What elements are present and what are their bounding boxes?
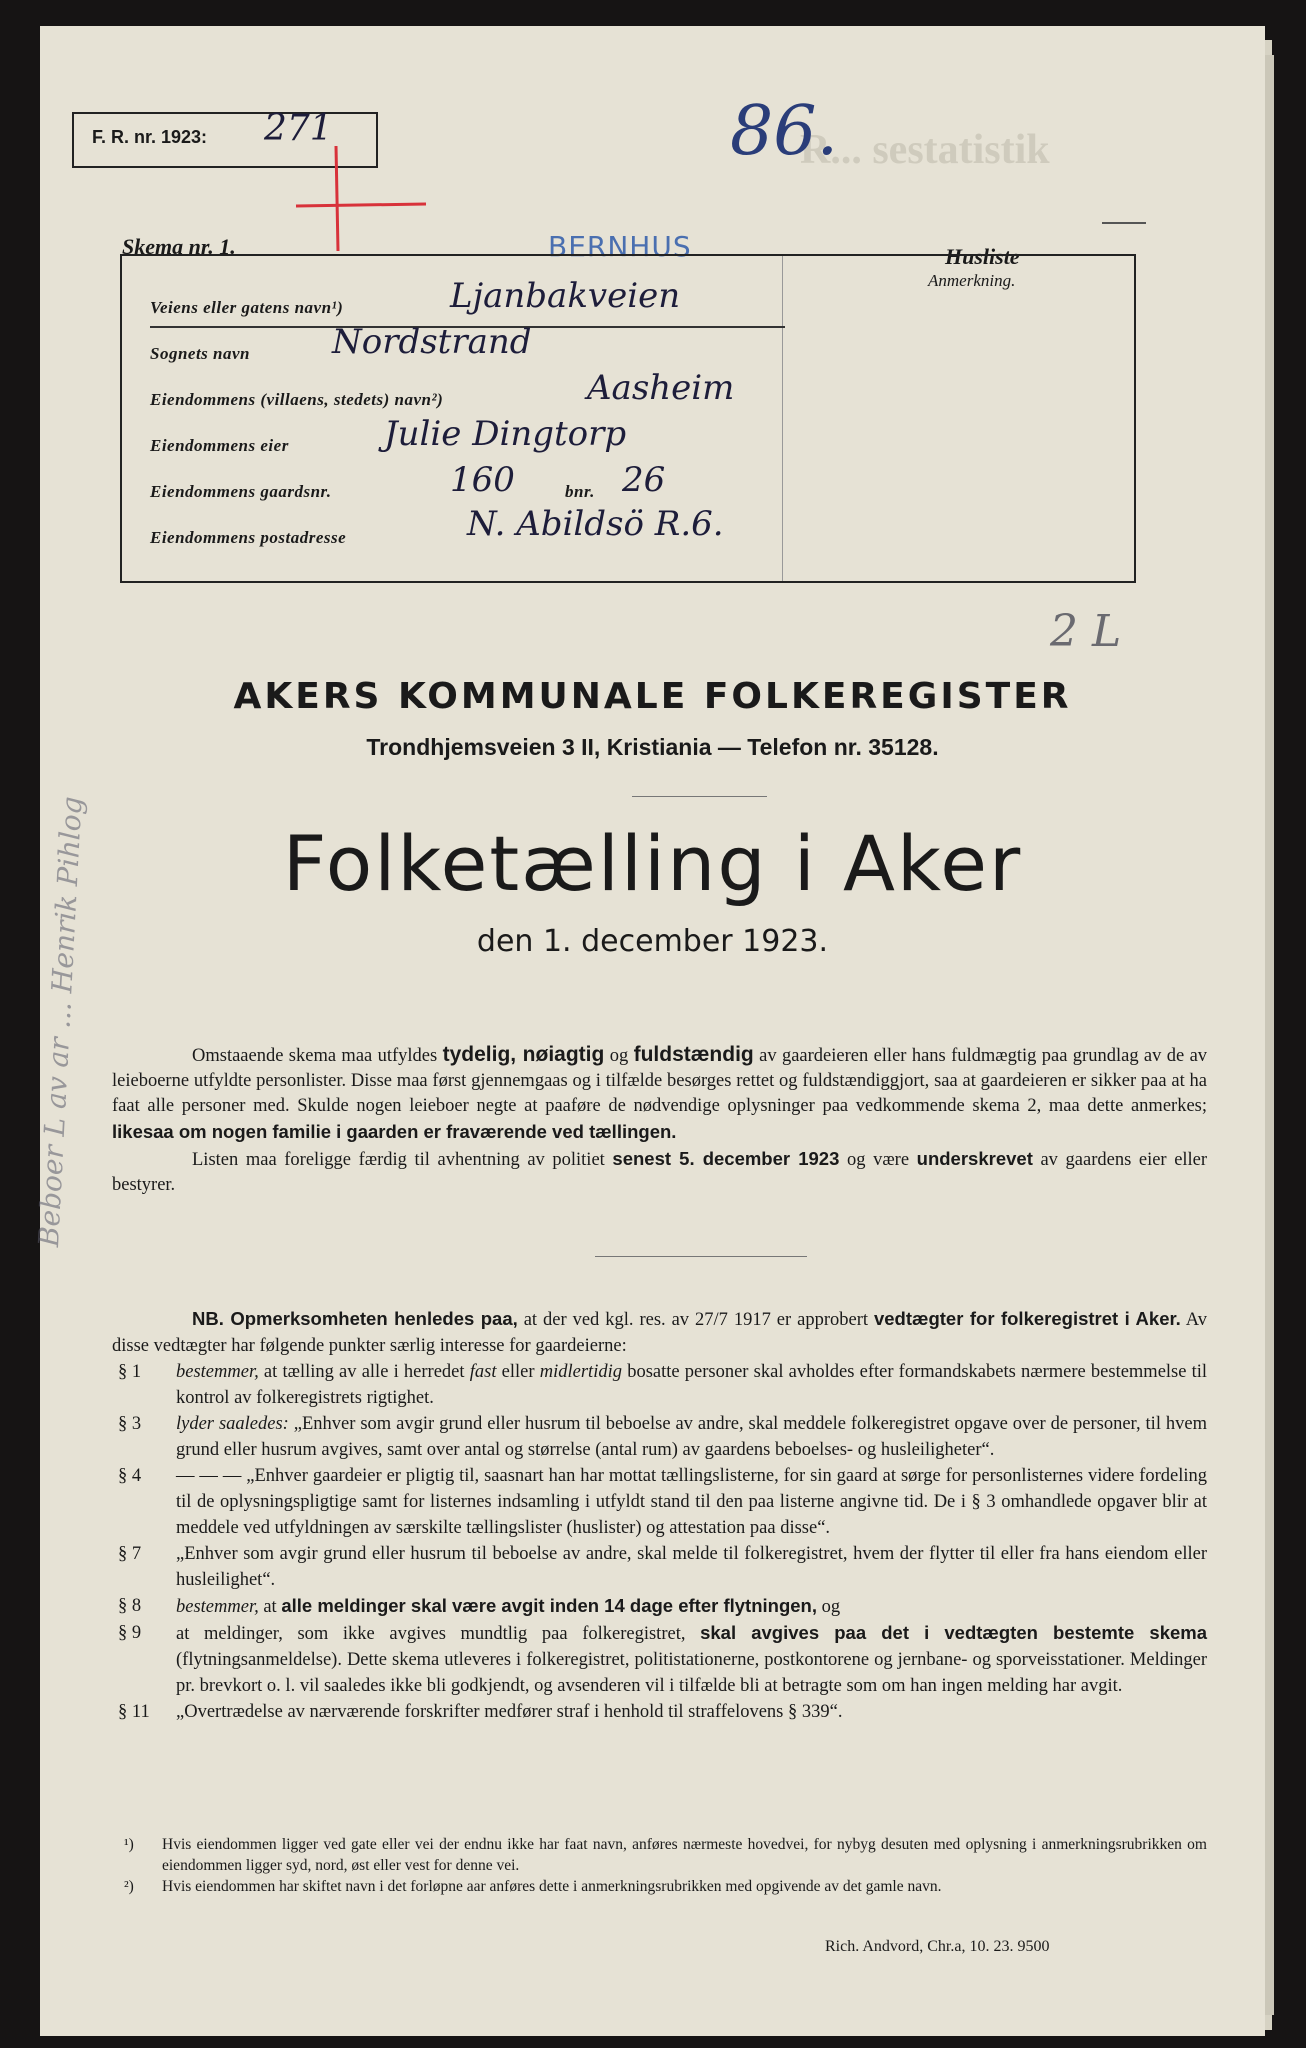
margin-handwritten-note: Beboer L av ar ... Henrik Pihlog bbox=[32, 795, 89, 1248]
postal-address-value: N. Abildsö R.6. bbox=[467, 504, 724, 544]
text-span: Omstaaende skema maa utfyldes bbox=[192, 1046, 438, 1066]
farm-number-value: 160 bbox=[450, 460, 515, 500]
footnote-number: ²) bbox=[124, 1878, 134, 1895]
emph-span: likesaa om nogen familie i gaarden er fraværende ved tællingen. bbox=[112, 1121, 677, 1142]
text-span: og bbox=[609, 1046, 629, 1066]
red-cross-mark bbox=[276, 146, 426, 256]
section-4 bbox=[112, 1463, 1207, 1541]
section-7 bbox=[112, 1541, 1207, 1593]
emph-span: vedtægter for folkeregistret i Aker. bbox=[873, 1308, 1181, 1329]
printer-imprint: Rich. Andvord, Chr.a, 10. 23. 9500 bbox=[825, 1938, 1050, 1955]
owner-label: Eiendommens eier bbox=[150, 436, 289, 455]
emph-span: underskrevet bbox=[916, 1148, 1033, 1169]
section-number: § 11 bbox=[118, 1702, 150, 1722]
text-span: (flytningsanmeldelse). Dette skema utleveres i folkeregistret, politistationerne, postkontorene og jernbane- og sporveisstationer. Meldinger pr. brevkort o. l. vil saaledes ikke bli godkjendt, og avsenderen vil i tilfælde bli at betragte som om han ingen melding har avgit. bbox=[176, 1650, 1207, 1696]
footnotes bbox=[112, 1834, 1207, 1897]
handwritten-top-number: 86. bbox=[730, 92, 839, 171]
property-name-value: Aasheim bbox=[587, 368, 735, 408]
section-text: — — — „Enhver gaardeier er pligtig til, saasnart han har mottat tællingslisterne, for sin gaard at sørge for personlisternes videre fordeling til de oplysningspligtige samt for listernes indsamling i utfyldt stand til den paa listerne angivne tid. De i § 3 omhandlede opgaver blir at meddele ved utfyldningen av særskilte tællingslister (huslister) og attestation paa disse“. bbox=[176, 1466, 1207, 1538]
street-name-label: Veiens eller gatens navn¹) bbox=[150, 298, 344, 317]
text-span: eller bbox=[501, 1362, 535, 1382]
text-span: at tælling av alle i herredet bbox=[263, 1362, 465, 1382]
census-date: den 1. december 1923. bbox=[476, 924, 829, 959]
census-form-page bbox=[32, 26, 1265, 2036]
property-info-box bbox=[120, 254, 1136, 583]
skema-label: Skema nr. 1. bbox=[122, 234, 236, 259]
section-8 bbox=[112, 1593, 1207, 1620]
section-rule bbox=[595, 1256, 807, 1257]
bnr-value: 26 bbox=[622, 460, 666, 500]
bnr-label: bnr. bbox=[565, 482, 595, 501]
section-number: § 7 bbox=[118, 1544, 142, 1564]
text-span: at bbox=[263, 1597, 277, 1617]
fr-number: 271 bbox=[264, 108, 333, 149]
italic-span: bestemmer, bbox=[176, 1362, 259, 1382]
registry-address: Trondhjemsveien 3 II, Kristiania — Telefon nr. 35128. bbox=[366, 734, 939, 760]
section-1 bbox=[112, 1359, 1207, 1411]
text-span: at meldinger, som ikke avgives mundtlig paa folkeregistret, bbox=[176, 1624, 686, 1644]
section-text bbox=[176, 1359, 1207, 1411]
registry-title: AKERS KOMMUNALE FOLKEREGISTER bbox=[233, 676, 1072, 717]
section-number: § 4 bbox=[118, 1466, 142, 1486]
footnote-text: Hvis eiendommen ligger ved gate eller vei der endnu ikke har faat navn, anføres nærmeste hovedvei, for nybyg desuten med oplysning i anmerkningsrubrikken om eiendommen ligger syd, nord, øst eller vest for denne vei. bbox=[162, 1836, 1207, 1874]
footnote-text: Hvis eiendommen har skiftet navn i det forløpne aar anføres dette i anmerkningsrubrikken med opgivende av det gamle navn. bbox=[162, 1878, 942, 1895]
section-text bbox=[176, 1411, 1207, 1463]
footnote-1 bbox=[112, 1834, 1207, 1876]
text-span: Listen maa foreligge færdig til avhentning av politiet bbox=[192, 1150, 605, 1170]
title-rule bbox=[632, 796, 767, 797]
side-note-handwritten: 2 L bbox=[1050, 606, 1122, 657]
intro-p2 bbox=[112, 1146, 1207, 1198]
faint-printed-title: R... sestatistik bbox=[800, 127, 1050, 173]
parish-value: Nordstrand bbox=[332, 322, 532, 362]
section-text bbox=[176, 1620, 1207, 1699]
emph-span: alle meldinger skal være avgit inden 14 dage efter flytningen, bbox=[281, 1595, 817, 1616]
property-name-label: Eiendommens (villaens, stedets) navn²) bbox=[150, 390, 444, 409]
section-9 bbox=[112, 1620, 1207, 1699]
text-span: „Enhver som avgir grund eller husrum til beboelse av andre, skal meddele folkeregistret opgave over de personer, til hvem grund eller husrum avgives, samt over antal og størrelse (antal rum) av gaardens beboelses- og husleiligheter“. bbox=[176, 1414, 1208, 1460]
footnote-number: ¹) bbox=[124, 1836, 134, 1853]
annotation-divider bbox=[782, 256, 783, 581]
section-number: § 1 bbox=[118, 1362, 142, 1382]
text-span: bosatte personer skal avholdes efter formandskabets nærmere bestemmelse til kontrol av folkeregistrets rigtighet. bbox=[176, 1362, 1208, 1408]
text-span: Av disse vedtægter har følgende punkter særlig interesse for gaardeierne: bbox=[112, 1310, 1208, 1356]
italic-span: bestemmer, bbox=[176, 1597, 259, 1617]
emph-span: fuldstændig bbox=[633, 1043, 754, 1066]
bernhus-stamp: BERNHUS bbox=[548, 230, 692, 263]
husliste-label: Husliste bbox=[945, 244, 1020, 269]
italic-span: midlertidig bbox=[539, 1362, 622, 1382]
section-text: „Overtrædelse av nærværende forskrifter medfører straf i henhold til straffelovens § 339“. bbox=[176, 1702, 843, 1722]
text-span: av gaardeieren eller hans fuldmægtig paa grundlag av de av leieboerne utfyldte personlister. Disse maa først gjennemgaas og i tilfælde besørges rettet og fuldstændiggjort, saa at gaardeieren er sikker paa at ha faat alle personer med. Skulde nogen leieboer negte at paaføre de nødvendige oplysninger paa vedkommende skema 2, maa dette anmerkes; bbox=[112, 1046, 1208, 1116]
italic-span: fast bbox=[469, 1362, 497, 1382]
section-number: § 3 bbox=[118, 1414, 142, 1434]
footnote-2 bbox=[112, 1876, 1207, 1897]
anmerkning-label: Anmerkning. bbox=[928, 271, 1016, 290]
section-number: § 8 bbox=[118, 1596, 142, 1616]
emph-span: skal avgives paa det i vedtægten bestemte skema bbox=[700, 1622, 1208, 1643]
emph-span: NB. Opmerksomheten henledes paa, bbox=[192, 1308, 518, 1329]
text-span: at der ved kgl. res. av 27/7 1917 er approbert bbox=[523, 1310, 868, 1330]
emph-span: senest 5. december 1923 bbox=[612, 1148, 840, 1169]
census-title: Folketælling i Aker bbox=[282, 819, 1023, 908]
section-text: „Enhver som avgir grund eller husrum til beboelse av andre, skal melde til folkeregistret, hvem der flytter til eller fra hans eiendom eller husleilighet“. bbox=[176, 1544, 1207, 1590]
intro-p1 bbox=[112, 1042, 1207, 1146]
text-span: og bbox=[821, 1597, 841, 1617]
section-number: § 9 bbox=[118, 1623, 142, 1643]
farm-number-label: Eiendommens gaardsnr. bbox=[150, 482, 332, 501]
section-11 bbox=[112, 1699, 1207, 1725]
text-span: av gaardens eier eller bestyrer. bbox=[112, 1150, 1208, 1195]
nb-section bbox=[112, 1306, 1207, 1725]
section-3 bbox=[112, 1411, 1207, 1463]
emph-span: tydelig, nøiagtig bbox=[442, 1043, 605, 1066]
parish-label: Sognets navn bbox=[150, 344, 250, 363]
street-name-value: Ljanbakveien bbox=[450, 276, 681, 316]
nb-lead bbox=[112, 1306, 1207, 1359]
postal-address-label: Eiendommens postadresse bbox=[150, 528, 347, 547]
text-span: og være bbox=[846, 1150, 910, 1170]
owner-value: Julie Dingtorp bbox=[384, 414, 627, 454]
italic-span: lyder saaledes: bbox=[176, 1414, 289, 1434]
fr-label: F. R. nr. 1923: bbox=[92, 127, 208, 147]
section-text bbox=[176, 1593, 1207, 1620]
corner-scribble bbox=[1102, 222, 1146, 224]
intro-paragraph bbox=[112, 1042, 1207, 1198]
